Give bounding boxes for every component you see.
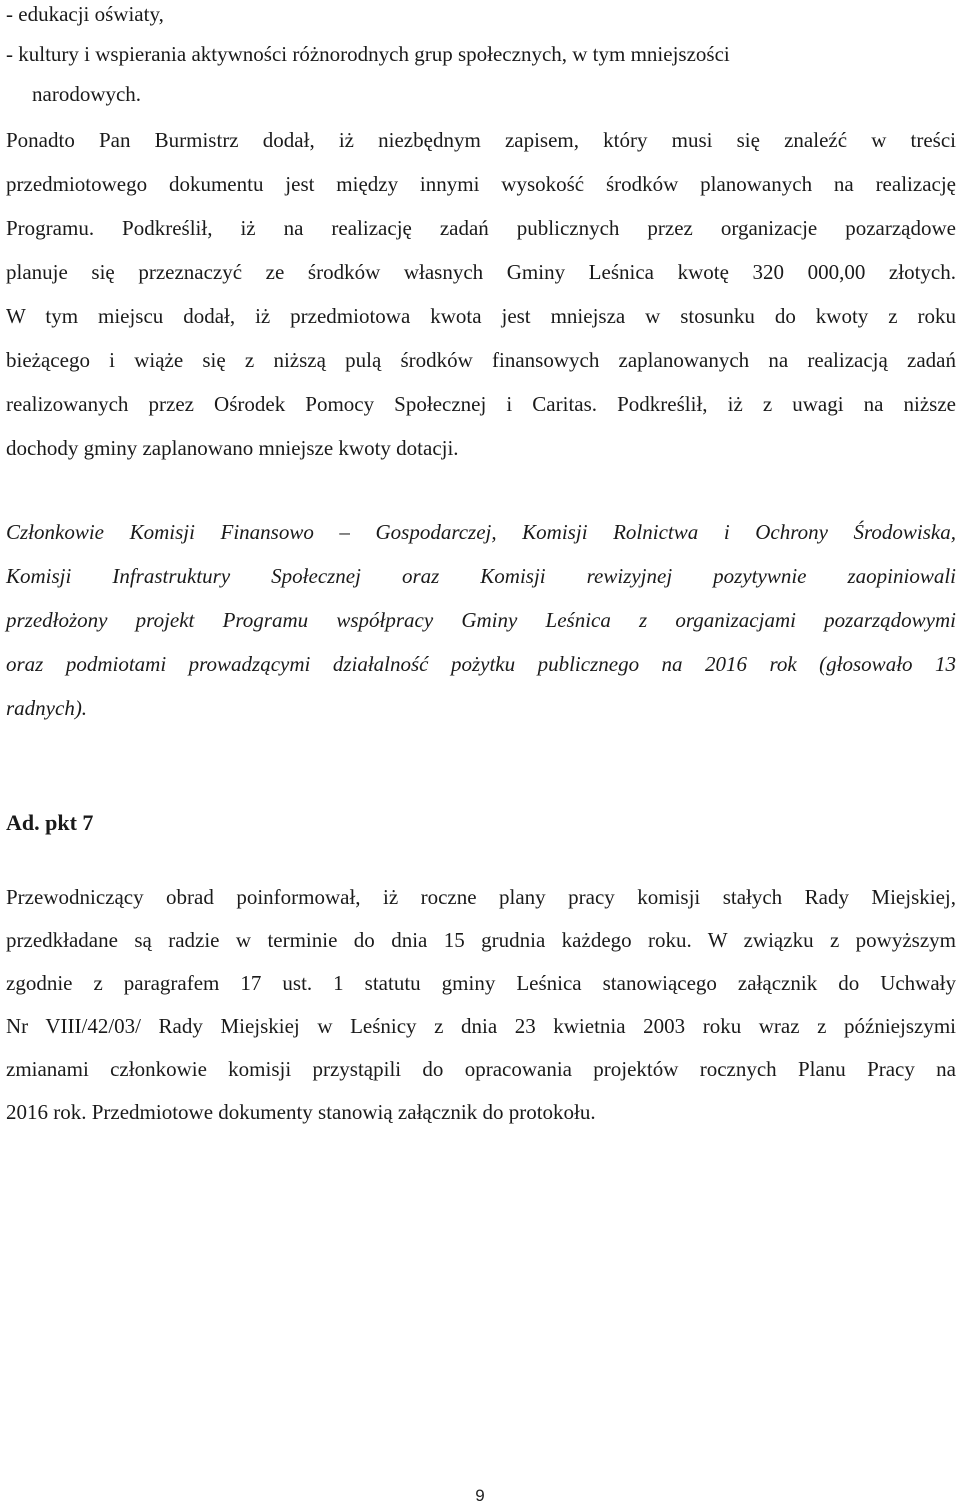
- paragraph-line: zgodnie z paragrafem 17 ust. 1 statutu gminy Leśnica stanowiącego załącznik do Uchwały: [6, 971, 956, 995]
- paragraph-line: bieżącego i wiąże się z niższą pulą środków finansowych zaplanowanych na realizacją zadań: [6, 348, 956, 372]
- paragraph-line: Członkowie Komisji Finansowo – Gospodarczej, Komisji Rolnictwa i Ochrony Środowiska,: [6, 520, 956, 544]
- paragraph-line: Komisji Infrastruktury Społecznej oraz Komisji rewizyjnej pozytywnie zaopiniowali: [6, 564, 956, 588]
- paragraph-committee-opinion: [6, 518, 956, 738]
- paragraph-line: Nr VIII/42/03/ Rady Miejskiej w Leśnicy z dnia 23 kwietnia 2003 roku wraz z późniejszymi: [6, 1014, 956, 1038]
- paragraph-line: Przewodniczący obrad poinformował, iż roczne plany pracy komisji stałych Rady Miejskiej,: [6, 885, 956, 909]
- list-item-continuation: narodowych.: [32, 82, 142, 106]
- paragraph-line: realizowanych przez Ośrodek Pomocy Społecznej i Caritas. Podkreślił, iż z uwagi na niższe: [6, 392, 956, 416]
- paragraph-line: przedkładane są radzie w terminie do dnia 15 grudnia każdego roku. W związku z powyższym: [6, 928, 956, 952]
- paragraph-line: dochody gminy zaplanowano mniejsze kwoty dotacji.: [6, 436, 459, 460]
- list-item: - edukacji oświaty,: [6, 2, 164, 26]
- paragraph-line: przedłożony projekt Programu współpracy Gminy Leśnica z organizacjami pozarządowymi: [6, 608, 956, 632]
- list-item: - kultury i wspierania aktywności różnorodnych grup społecznych, w tym mniejszości: [6, 42, 730, 66]
- paragraph-line: Programu. Podkreślił, iż na realizację zadań publicznych przez organizacje pozarządowe: [6, 216, 956, 240]
- paragraph-line: radnych).: [6, 696, 88, 720]
- paragraph-line: przedmiotowego dokumentu jest między innymi wysokość środków planowanych na realizację: [6, 172, 956, 196]
- paragraph-line: Ponadto Pan Burmistrz dodał, iż niezbędnym zapisem, który musi się znaleźć w treści: [6, 128, 956, 152]
- paragraph-line: W tym miejscu dodał, iż przedmiotowa kwota jest mniejsza w stosunku do kwoty z roku: [6, 304, 956, 328]
- list-block: [6, 0, 956, 108]
- paragraph-budget: [6, 126, 956, 478]
- paragraph-line: oraz podmiotami prowadzącymi działalność pożytku publicznego na 2016 rok (głosowało 13: [6, 652, 956, 676]
- paragraph-line: 2016 rok. Przedmiotowe dokumenty stanowią załącznik do protokołu.: [6, 1100, 596, 1124]
- paragraph-work-plans: [6, 883, 956, 1141]
- section-heading: Ad. pkt 7: [6, 810, 94, 835]
- page-number: 9: [475, 1486, 485, 1505]
- paragraph-line: zmianami członkowie komisji przystąpili do opracowania projektów rocznych Planu Pracy na: [6, 1057, 956, 1081]
- section-heading-block: [6, 809, 956, 837]
- paragraph-line: planuje się przeznaczyć ze środków własnych Gminy Leśnica kwotę 320 000,00 złotych.: [6, 260, 956, 284]
